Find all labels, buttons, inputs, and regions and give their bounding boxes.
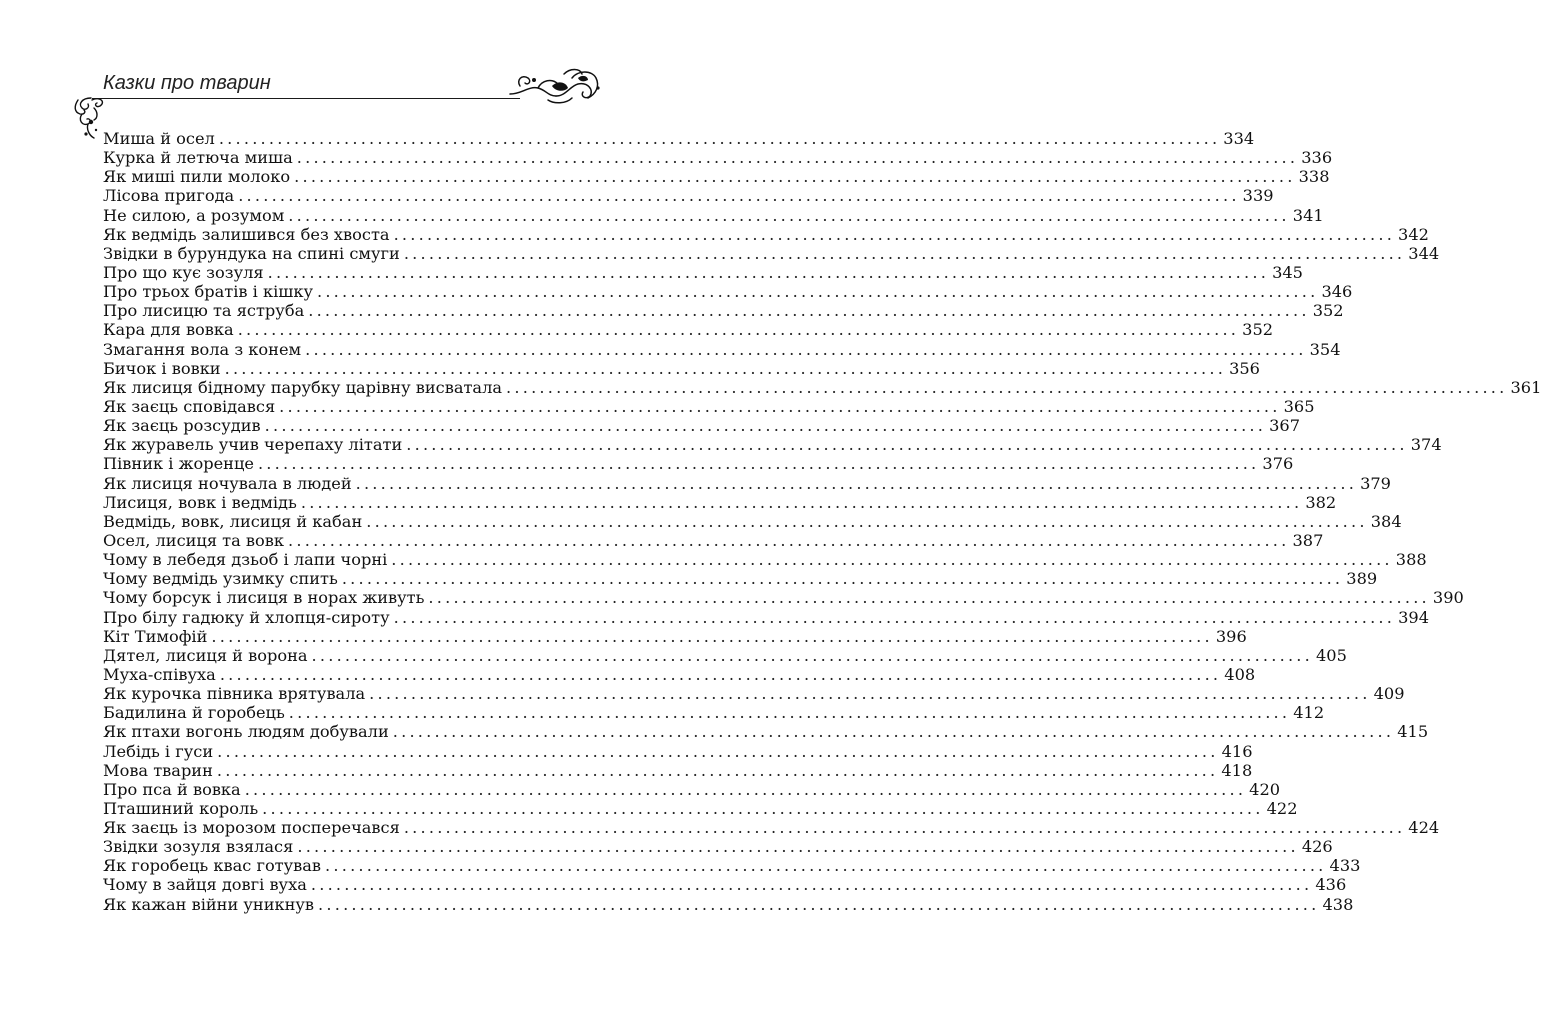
toc-entry-title: Як заєць із морозом посперечався xyxy=(103,818,400,838)
toc-entry-page: 352 xyxy=(1242,320,1274,340)
toc-entry-title: Як ведмідь залишився без хвоста xyxy=(103,224,390,244)
toc-entry xyxy=(103,224,1429,244)
toc-entry-title: Звідки зозуля взялася xyxy=(103,837,294,857)
toc-entry-page: 405 xyxy=(1316,645,1347,665)
toc-entry xyxy=(103,396,1315,416)
toc-entry-title: Про пса й вовка xyxy=(103,779,241,799)
toc-dot-leader: ........................................................................................................................ xyxy=(218,129,1221,148)
toc-entry xyxy=(103,377,1541,397)
toc-dot-leader: ........................................................................................................................ xyxy=(294,167,1296,187)
toc-entry xyxy=(103,626,1247,646)
toc-entry xyxy=(103,473,1391,493)
toc-entry-title: Курка й летюча миша xyxy=(103,148,293,168)
toc-dot-leader: ........................................................................................................................ xyxy=(288,205,1290,225)
toc-entry xyxy=(103,894,1354,914)
toc-entry-title: Лісова пригода xyxy=(103,186,235,206)
toc-entry xyxy=(103,607,1430,627)
toc-entry xyxy=(103,320,1274,340)
toc-entry-title: Муха-співуха xyxy=(103,664,216,684)
toc-entry xyxy=(103,722,1429,742)
toc-entry-page: 396 xyxy=(1215,626,1247,646)
toc-entry-title: Про що кує зозуля xyxy=(103,262,264,282)
toc-entry xyxy=(103,684,1405,704)
toc-dot-leader: ........................................................................................................................ xyxy=(310,875,1313,895)
toc-entry-title: Чому в лебедя дзьоб і лапи чорні xyxy=(103,550,388,570)
toc-dot-leader: ........................................................................................................................ xyxy=(506,377,1508,397)
toc-entry xyxy=(103,339,1341,359)
toc-entry-title: Як кажан війни уникнув xyxy=(103,894,315,914)
toc-entry xyxy=(103,530,1324,550)
toc-entry xyxy=(103,492,1337,512)
toc-entry-title: Кіт Тимофій xyxy=(103,626,208,646)
toc-dot-leader: ........................................................................................................................ xyxy=(297,837,1299,857)
toc-dot-leader: ........................................................................................................................ xyxy=(219,664,1222,684)
toc-entry xyxy=(103,301,1344,321)
toc-dot-leader: ........................................................................................................................ xyxy=(406,435,1408,455)
toc-entry-page: 438 xyxy=(1322,894,1354,914)
toc-dot-leader: ........................................................................................................................ xyxy=(288,530,1290,550)
toc-dot-leader: ........................................................................................................................ xyxy=(300,492,1303,512)
toc-entry-page: 365 xyxy=(1283,396,1315,416)
toc-dot-leader: ........................................................................................................................ xyxy=(366,511,1368,531)
toc-dot-leader: ........................................................................................................................ xyxy=(262,798,1264,818)
toc-entry-title: Не силою, а розумом xyxy=(103,205,285,225)
toc-entry-title: Звідки в бурундука на спині смуги xyxy=(103,243,400,263)
toc-entry-page: 436 xyxy=(1315,875,1347,895)
toc-dot-leader: ........................................................................................................................ xyxy=(369,684,1371,704)
toc-entry-page: 336 xyxy=(1301,148,1333,168)
toc-entry-page: 394 xyxy=(1398,607,1430,627)
toc-entry-page: 342 xyxy=(1398,224,1429,244)
toc-entry-title: Як заєць сповідався xyxy=(103,396,276,416)
toc-entry-title: Про білу гадюку й хлопця-сироту xyxy=(103,607,390,627)
toc-entry-title: Лисиця, вовк і ведмідь xyxy=(103,492,297,512)
toc-entry-page: 387 xyxy=(1292,530,1324,550)
toc-entry-title: Півник і жоренце xyxy=(103,454,254,474)
toc-entry-page: 382 xyxy=(1305,492,1337,512)
toc-entry xyxy=(103,875,1347,895)
toc-entry-page: 409 xyxy=(1373,684,1405,704)
toc-entry-page: 345 xyxy=(1272,262,1303,282)
toc-entry-title: Як миші пили молоко xyxy=(103,167,291,187)
toc-entry-page: 346 xyxy=(1321,282,1353,302)
toc-entry-title: Ведмідь, вовк, лисиця й кабан xyxy=(103,511,363,531)
toc-entry-title: Бичок і вовки xyxy=(103,358,221,378)
toc-entry-page: 379 xyxy=(1360,473,1391,493)
toc-dot-leader: ........................................................................................................................ xyxy=(238,186,1240,206)
toc-entry-title: Кара для вовка xyxy=(103,320,234,340)
toc-entry xyxy=(103,741,1253,761)
toc-dot-leader: ........................................................................................................................ xyxy=(224,358,1227,378)
toc-entry-title: Мова тварин xyxy=(103,760,213,780)
toc-entry-title: Миша й осел xyxy=(103,129,215,148)
toc-entry xyxy=(103,856,1361,876)
toc-entry-page: 338 xyxy=(1298,167,1330,187)
toc-entry-title: Про лисицю та яструба xyxy=(103,301,305,321)
toc-dot-leader: ........................................................................................................................ xyxy=(403,818,1406,838)
table-of-contents xyxy=(103,129,1541,914)
toc-entry-title: Лебідь і гуси xyxy=(103,741,214,761)
toc-entry-title: Про трьох братів і кішку xyxy=(103,282,313,302)
toc-entry xyxy=(103,282,1353,302)
toc-entry xyxy=(103,550,1427,570)
toc-entry xyxy=(103,454,1294,474)
toc-entry-page: 416 xyxy=(1221,741,1253,761)
toc-entry-page: 339 xyxy=(1242,186,1274,206)
toc-entry xyxy=(103,837,1333,857)
toc-entry-title: Як лисиця бідному парубку царівну висватала xyxy=(103,377,503,397)
toc-entry-title: Як горобець квас готував xyxy=(103,856,322,876)
toc-entry-page: 390 xyxy=(1432,588,1464,608)
toc-entry xyxy=(103,818,1440,838)
toc-entry-page: 418 xyxy=(1221,760,1253,780)
toc-entry-page: 415 xyxy=(1397,722,1429,742)
toc-entry-title: Як курочка півника врятувала xyxy=(103,684,366,704)
toc-dot-leader: ........................................................................................................................ xyxy=(308,301,1310,321)
toc-entry xyxy=(103,129,1255,148)
toc-entry-page: 354 xyxy=(1309,339,1341,359)
toc-entry-title: Змагання вола з конем xyxy=(103,339,302,359)
toc-dot-leader: ........................................................................................................................ xyxy=(288,703,1291,723)
toc-entry-title: Як журавель учив черепаху літати xyxy=(103,435,403,455)
toc-entry-page: 422 xyxy=(1266,798,1298,818)
toc-entry xyxy=(103,588,1464,608)
header-rule xyxy=(92,98,520,99)
toc-entry-page: 388 xyxy=(1395,550,1427,570)
toc-dot-leader: ........................................................................................................................ xyxy=(393,224,1396,244)
toc-dot-leader: ........................................................................................................................ xyxy=(355,473,1358,493)
toc-entry xyxy=(103,205,1324,225)
toc-entry-page: 356 xyxy=(1229,358,1260,378)
toc-dot-leader: ........................................................................................................................ xyxy=(391,550,1393,570)
toc-entry-title: Як заєць розсудив xyxy=(103,416,261,436)
toc-entry xyxy=(103,645,1347,665)
running-header-title: Казки про тварин xyxy=(103,72,271,94)
toc-entry-title: Пташиний король xyxy=(103,798,259,818)
toc-dot-leader: ........................................................................................................................ xyxy=(279,396,1281,416)
toc-dot-leader: ........................................................................................................................ xyxy=(311,645,1313,665)
toc-dot-leader: ........................................................................................................................ xyxy=(244,779,1247,799)
toc-entry-page: 374 xyxy=(1410,435,1442,455)
toc-entry-page: 367 xyxy=(1269,416,1301,436)
toc-dot-leader: ........................................................................................................................ xyxy=(403,243,1406,263)
toc-entry-page: 408 xyxy=(1224,664,1256,684)
toc-entry xyxy=(103,703,1325,723)
toc-dot-leader: ........................................................................................................................ xyxy=(216,760,1219,780)
toc-entry-page: 376 xyxy=(1262,454,1294,474)
toc-dot-leader: ........................................................................................................................ xyxy=(393,607,1396,627)
flourish-ornament-icon xyxy=(508,64,604,106)
toc-entry-title: Осел, лисиця та вовк xyxy=(103,530,285,550)
toc-entry xyxy=(103,664,1256,684)
toc-entry-page: 352 xyxy=(1312,301,1344,321)
toc-entry-page: 424 xyxy=(1408,818,1440,838)
toc-entry-page: 433 xyxy=(1329,856,1361,876)
toc-entry-title: Дятел, лисиця й ворона xyxy=(103,645,308,665)
toc-entry xyxy=(103,779,1281,799)
toc-dot-leader: ........................................................................................................................ xyxy=(264,416,1267,436)
toc-entry-page: 334 xyxy=(1223,129,1255,148)
toc-entry-title: Чому борсук і лисиця в норах живуть xyxy=(103,588,425,608)
toc-entry-page: 426 xyxy=(1301,837,1333,857)
toc-dot-leader: ........................................................................................................................ xyxy=(392,722,1395,742)
toc-dot-leader: ........................................................................................................................ xyxy=(267,262,1270,282)
toc-dot-leader: ........................................................................................................................ xyxy=(325,856,1327,876)
toc-dot-leader: ........................................................................................................................ xyxy=(341,569,1344,589)
toc-dot-leader: ........................................................................................................................ xyxy=(305,339,1307,359)
toc-entry-title: Як птахи вогонь людям добували xyxy=(103,722,389,742)
toc-entry-page: 420 xyxy=(1249,779,1281,799)
toc-entry-page: 389 xyxy=(1346,569,1378,589)
toc-dot-leader: ........................................................................................................................ xyxy=(237,320,1240,340)
toc-entry xyxy=(103,416,1301,436)
toc-entry xyxy=(103,569,1378,589)
toc-entry xyxy=(103,358,1260,378)
toc-entry xyxy=(103,243,1440,263)
toc-dot-leader: ........................................................................................................................ xyxy=(296,148,1299,168)
toc-entry-page: 341 xyxy=(1292,205,1324,225)
toc-dot-leader: ........................................................................................................................ xyxy=(316,282,1319,302)
toc-entry-title: Як лисиця ночувала в людей xyxy=(103,473,352,493)
toc-entry-page: 384 xyxy=(1370,511,1402,531)
toc-entry-title: Чому ведмідь узимку спить xyxy=(103,569,338,589)
toc-entry-page: 344 xyxy=(1408,243,1440,263)
toc-entry xyxy=(103,435,1442,455)
toc-dot-leader: ........................................................................................................................ xyxy=(428,588,1430,608)
toc-entry-title: Чому в зайця довгі вуха xyxy=(103,875,307,895)
toc-dot-leader: ........................................................................................................................ xyxy=(257,454,1260,474)
toc-entry xyxy=(103,798,1298,818)
toc-entry-page: 412 xyxy=(1293,703,1325,723)
toc-entry xyxy=(103,262,1303,282)
toc-entry-page: 361 xyxy=(1510,377,1541,397)
toc-dot-leader: ........................................................................................................................ xyxy=(318,894,1320,914)
toc-dot-leader: ........................................................................................................................ xyxy=(217,741,1219,761)
toc-entry xyxy=(103,148,1333,168)
toc-entry xyxy=(103,167,1330,187)
toc-entry xyxy=(103,760,1253,780)
toc-dot-leader: ........................................................................................................................ xyxy=(211,626,1213,646)
toc-entry-title: Бадилина й горобець xyxy=(103,703,285,723)
toc-entry xyxy=(103,186,1274,206)
toc-entry xyxy=(103,511,1402,531)
